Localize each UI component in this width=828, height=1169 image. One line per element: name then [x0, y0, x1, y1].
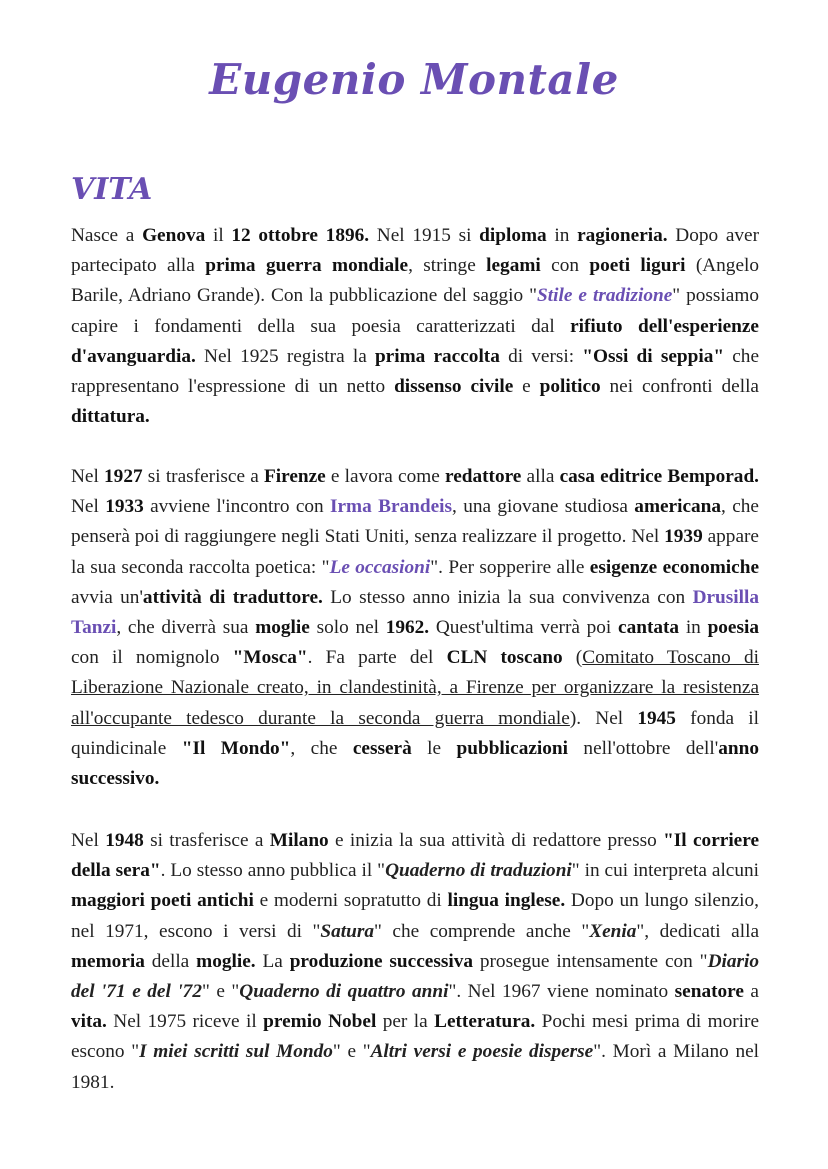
paragraph-1: Nasce a Genova il 12 ottobre 1896. Nel 1915 si diploma in ragioneria. Dopo aver partecipato alla prima guerra mondiale, stringe legami con poeti liguri (Angelo Barile, Adriano Grande). Con la pubblicazione del saggio "Stile e tradizione" possiamo capire i fondamenti della sua poesia caratterizzati dal rifiuto dell'esperienze d'avanguardia. Nel 1925 registra la prima raccolta di versi: "Ossi di seppia" che rappresentano l'espressione di un netto dissenso civile e politico nei confronti della dittatura. [71, 225, 760, 428]
section-title-vita: VITA [71, 172, 153, 207]
person-drusilla-tanzi: Drusilla Tanzi [71, 586, 759, 639]
paragraph-3: Nel 1948 si trasferisce a Milano e inizia la sua attività di redattore presso "Il corriere della sera". Lo stesso anno pubblica il "Quaderno di traduzioni" in cui interpreta alcuni maggiori poeti antichi e moderni sopratutto di lingua inglese. Dopo un lungo silenzio, nel 1971, escono i versi di "Satura" che comprende anche "Xenia", dedicati alla memoria della moglie. La produzione successiva prosegue intensamente con "Diario del '71 e del '72" e "Quaderno di quattro anni". Nel 1967 viene nominato senatore a vita. Nel 1975 riceve il premio Nobel per la Letteratura. Pochi mesi prima di morire escono "I miei scritti sul Mondo" e "Altri versi e poesie disperse". Morì a Milano nel 1981. [71, 830, 760, 1093]
collection-title: Le occasioni [329, 556, 431, 578]
paragraph-2: Nel 1927 si trasferisce a Firenze e lavora come redattore alla casa editrice Bemporad. Nel 1933 avviene l'incontro con Irma Brandeis, una giovane studiosa americana, che penserà poi di raggiungere negli Stati Uniti, senza realizzare il progetto. Nel 1939 appare la sua seconda raccolta poetica: "Le occasioni". Per sopperire alle esigenze economiche avvia un'attività di traduttore. Lo stesso anno inizia la sua convivenza con Drusilla Tanzi, che diverrà sua moglie solo nel 1962. Quest'ultima verrà poi cantata in poesia con il nomignolo "Mosca". Fa parte del CLN toscano (Comitato Toscano di Liberazione Nazionale creato, in clandestinità, a Firenze per organizzare la resistenza all'occupante tedesco durante la seconda guerra mondiale). Nel 1945 fonda il quindicinale "Il Mondo", che cesserà le pubblicazioni nell'ottobre dell'anno successivo. [71, 466, 760, 790]
page-title: Eugenio Montale [209, 55, 619, 104]
essay-title: Stile e tradizione [537, 285, 673, 307]
person-irma-brandeis: Irma Brandeis [330, 496, 453, 518]
cln-definition: Comitato Toscano di Liberazione Nazionale creato, in clandestinità, a Firenze per organizzare la resistenza all'occupante tedesco durante la seconda guerra mondiale [71, 647, 759, 729]
